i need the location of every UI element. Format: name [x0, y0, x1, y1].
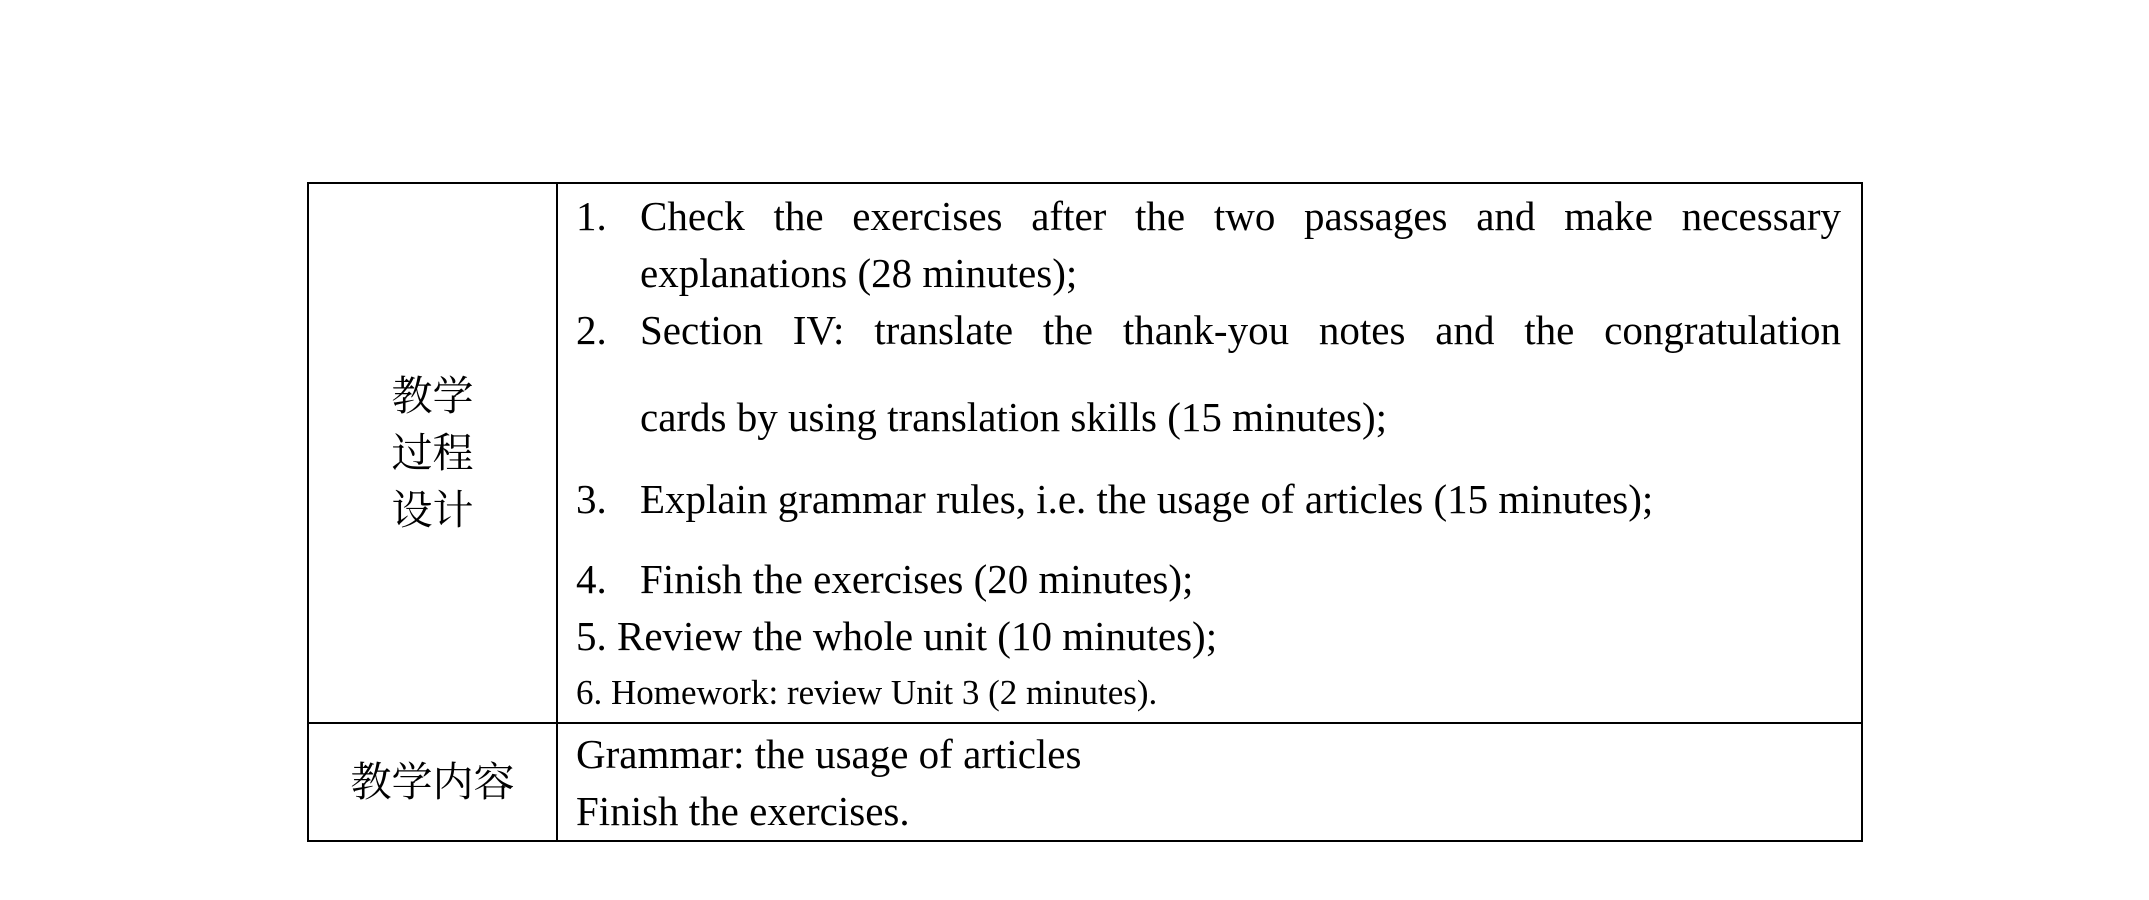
lesson-plan-table [307, 182, 1863, 842]
step-text: Explain grammar rules, i.e. the usage of articles (15 minutes); [640, 476, 1654, 522]
table-row [308, 723, 1862, 841]
step-text [640, 302, 1841, 446]
step-number: 4. [576, 556, 607, 602]
step-text-line: Section IV: translate the thank-you notes and the congratulation [640, 307, 1841, 353]
table-row [308, 183, 1862, 723]
step-text: Check the exercises after the two passages and make necessary explanations (28 minutes); [640, 193, 1841, 296]
content-line: Grammar: the usage of articles [576, 731, 1082, 777]
row-label-teaching-content: 教学内容 [308, 723, 557, 841]
step-item: 6. Homework: review Unit 3 (2 minutes). [576, 673, 1158, 712]
step-number: 2. [576, 307, 607, 353]
step-number: 1. [576, 193, 607, 239]
label-line: 教学 [391, 372, 474, 419]
step-text: Finish the exercises (20 minutes); [640, 556, 1194, 602]
row-label-teaching-process [308, 183, 557, 723]
step-item: 5. Review the whole unit (10 minutes); [576, 613, 1218, 659]
label-line: 过程 [391, 429, 474, 476]
step-text-line: cards by using translation skills (15 minutes); [640, 394, 1388, 440]
label-line: 设计 [391, 486, 474, 533]
teaching-content-cell [557, 723, 1862, 841]
teaching-steps-cell [557, 183, 1862, 723]
step-item [576, 188, 1841, 302]
step-number: 3. [576, 476, 607, 522]
content-line: Finish the exercises. [576, 788, 910, 834]
step-item [576, 551, 1841, 608]
step-item [576, 302, 1841, 446]
step-item [576, 471, 1841, 528]
